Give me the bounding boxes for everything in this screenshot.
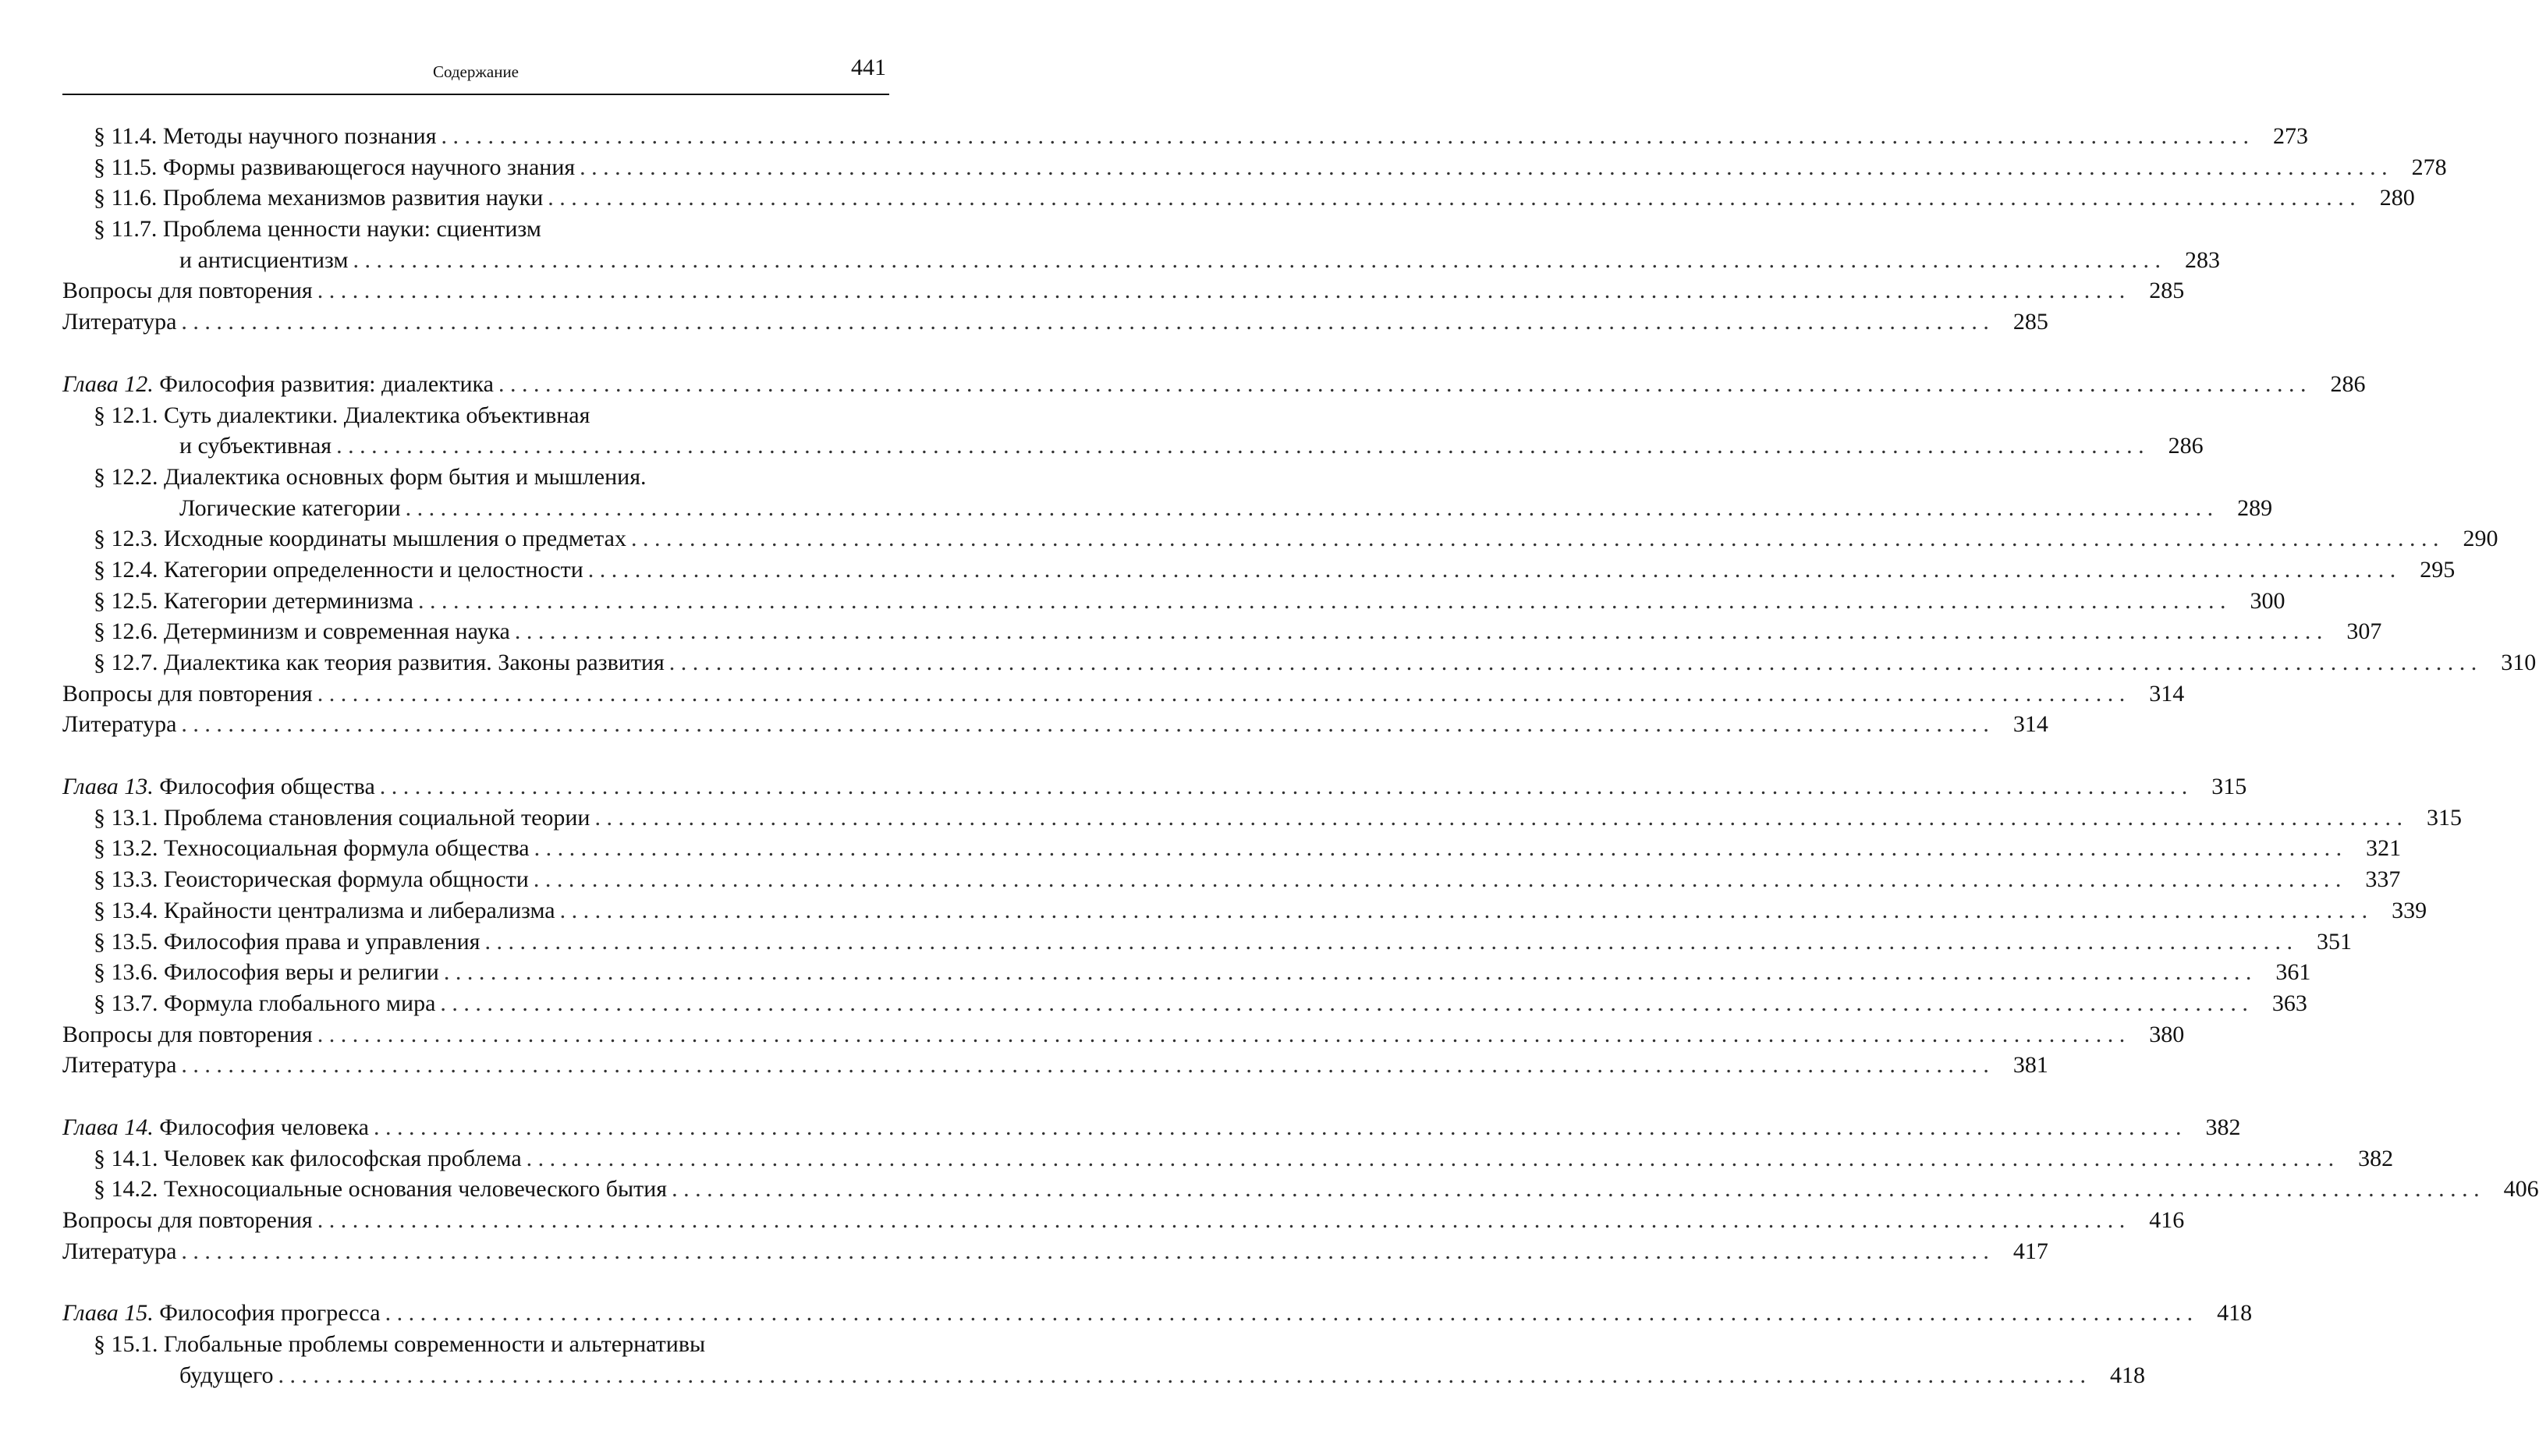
- dot-leader: [665, 647, 2482, 678]
- section-entry-text: [94, 988, 435, 1019]
- chapter-entry: [62, 1112, 2241, 1143]
- section-title: Крайности централизма и либерализма: [164, 897, 555, 923]
- section-entry-text: [94, 957, 439, 988]
- section-entry: [62, 523, 2498, 554]
- section-title: Суть диалектики. Диалектика объективная: [164, 402, 590, 428]
- section-title-continuation: Логические категории: [179, 494, 401, 521]
- review-questions-entry: [62, 678, 2185, 710]
- page-ref: 418: [2217, 1300, 2253, 1327]
- section-entry: [62, 802, 2462, 834]
- section-title: Техносоциальные основания человеческого бытия: [164, 1176, 668, 1203]
- section-entry-text: [94, 833, 530, 864]
- dot-leader: [332, 430, 2149, 462]
- section-title: Категории определенности и целостности: [164, 556, 583, 583]
- section-entry: [62, 152, 2447, 183]
- page-ref: 321: [2366, 835, 2402, 862]
- section-entry-text: [94, 647, 665, 678]
- section-entry-text: [94, 152, 575, 183]
- section-entry: [62, 586, 2285, 617]
- section-title: Категории детерминизма: [164, 587, 413, 614]
- page-ref: 295: [2420, 556, 2456, 583]
- review-questions-entry: [62, 1205, 2185, 1236]
- chapter-title: Философия прогресса: [159, 1300, 381, 1327]
- literature-entry-text: [62, 1050, 176, 1081]
- review-questions-label: Вопросы для повторения: [62, 1021, 313, 1047]
- section-entry-line1: [62, 462, 889, 493]
- section-prefix: § 14.2.: [94, 1176, 158, 1203]
- section-entry: [62, 121, 2308, 152]
- section-prefix: § 12.2.: [94, 463, 158, 490]
- chapter-entry: [62, 369, 2366, 400]
- section-title: Техносоциальная формула общества: [164, 835, 530, 862]
- page-ref: 337: [2365, 866, 2401, 893]
- section-entry-text: [94, 1174, 667, 1205]
- section-prefix: § 13.5.: [94, 928, 158, 955]
- section-gap: [62, 740, 889, 771]
- review-questions-label: Вопросы для повторения: [62, 1207, 313, 1233]
- section-prefix: § 11.4.: [94, 123, 158, 149]
- dot-leader: [369, 1112, 2186, 1143]
- section-entry-line1: [62, 1329, 889, 1360]
- page-ref: 418: [2109, 1362, 2145, 1388]
- section-entry-line1: [62, 214, 889, 245]
- page-ref: 273: [2273, 123, 2308, 149]
- dot-leader: [522, 1143, 2339, 1174]
- section-entry-continuation: [62, 430, 2204, 462]
- section-entry-continuation: [62, 1360, 2145, 1391]
- dot-leader: [529, 864, 2346, 895]
- page-ref: 300: [2250, 587, 2285, 614]
- section-prefix: § 11.7.: [94, 216, 158, 243]
- section-title: Проблема ценности науки: сциентизм: [162, 216, 541, 243]
- review-questions-entry: [62, 1019, 2185, 1050]
- page-ref: 351: [2316, 928, 2352, 955]
- page-ref: 307: [2346, 618, 2382, 645]
- page-ref: 406: [2503, 1176, 2539, 1203]
- literature-label: Литература: [62, 711, 177, 738]
- dot-leader: [401, 493, 2218, 524]
- section-title-continuation: и антисциентизм: [179, 246, 349, 273]
- page-ref: 280: [2379, 185, 2415, 211]
- chapter-entry: [62, 1298, 2253, 1329]
- running-header-title: Содержание: [432, 62, 520, 81]
- chapter-title: Философия человека: [159, 1114, 369, 1140]
- section-entry-continuation-text: [179, 430, 332, 462]
- chapter-entry-text: [62, 771, 375, 802]
- section-prefix: § 12.1.: [94, 402, 158, 428]
- section-prefix: § 13.4.: [94, 897, 158, 923]
- section-entry-text: [94, 523, 626, 554]
- chapter-label: Глава 12.: [62, 370, 154, 397]
- review-questions-entry-text: [62, 678, 313, 710]
- dot-leader: [176, 306, 1994, 338]
- dot-leader: [667, 1174, 2484, 1205]
- section-title: Формула глобального мира: [164, 990, 436, 1016]
- review-questions-label: Вопросы для повторения: [62, 680, 313, 707]
- dot-leader: [510, 616, 2328, 647]
- running-header: [62, 47, 889, 95]
- review-questions-label: Вопросы для повторения: [62, 278, 313, 304]
- dot-leader: [583, 554, 2401, 586]
- page-number: 441: [851, 55, 886, 80]
- section-entry: [62, 833, 2402, 864]
- section-entry-text: [94, 616, 510, 647]
- section-entry-continuation-text: [179, 493, 401, 524]
- section-entry: [62, 182, 2415, 214]
- section-title: Философия права и управления: [164, 928, 480, 955]
- page-ref: 286: [2168, 433, 2204, 459]
- section-prefix: § 13.6.: [94, 959, 158, 986]
- dot-leader: [626, 523, 2444, 554]
- dot-leader: [381, 1298, 2198, 1329]
- chapter-entry: [62, 771, 2247, 802]
- literature-entry: [62, 709, 2048, 740]
- section-prefix: § 12.7.: [94, 650, 158, 675]
- dot-leader: [348, 245, 2165, 276]
- section-entry-continuation: [62, 245, 2220, 276]
- chapter-entry-text: [62, 1112, 369, 1143]
- chapter-entry-text: [62, 369, 494, 400]
- page-ref: 363: [2271, 990, 2307, 1016]
- dot-leader: [413, 586, 2231, 617]
- literature-entry: [62, 306, 2048, 338]
- section-entry-text: [94, 554, 583, 586]
- page-ref: 315: [2427, 804, 2462, 831]
- section-prefix: § 12.3.: [94, 526, 158, 552]
- page-ref: 310: [2501, 650, 2537, 675]
- section-title: Глобальные проблемы современности и альтернативы: [164, 1331, 706, 1358]
- dot-leader: [437, 121, 2254, 152]
- section-prefix: § 14.1.: [94, 1145, 158, 1171]
- page-ref: 339: [2392, 897, 2427, 923]
- page-ref: 314: [2012, 711, 2048, 738]
- toc-page: [62, 47, 2539, 1419]
- section-entry-text: [94, 121, 437, 152]
- literature-label: Литература: [62, 1052, 177, 1079]
- section-entry: [62, 616, 2382, 647]
- section-prefix: § 13.1.: [94, 804, 158, 831]
- section-title: Формы развивающегося научного знания: [162, 154, 576, 180]
- section-prefix: § 12.6.: [94, 618, 158, 645]
- section-entry-continuation-text: [179, 245, 348, 276]
- section-entry-continuation: [62, 493, 2273, 524]
- chapter-title: Философия развития: диалектика: [159, 370, 494, 397]
- dot-leader: [313, 678, 2130, 710]
- section-entry-text: [94, 586, 413, 617]
- page-ref: 278: [2411, 154, 2447, 180]
- dot-leader: [530, 833, 2347, 864]
- section-entry: [62, 1174, 2539, 1205]
- page-ref: 290: [2463, 526, 2498, 552]
- literature-entry-text: [62, 1236, 176, 1267]
- section-entry-line1: [62, 400, 889, 431]
- dot-leader: [439, 957, 2257, 988]
- page-ref: 417: [2012, 1238, 2048, 1264]
- section-title: Философия веры и религии: [164, 959, 439, 986]
- section-prefix: § 12.4.: [94, 556, 158, 583]
- review-questions-entry-text: [62, 275, 313, 306]
- section-title: Человек как философская проблема: [164, 1145, 522, 1171]
- section-title: Диалектика основных форм бытия и мышления.: [164, 463, 647, 490]
- review-questions-entry-text: [62, 1019, 313, 1050]
- chapter-label: Глава 15.: [62, 1300, 154, 1327]
- section-title: Диалектика как теория развития. Законы развития: [164, 650, 665, 675]
- dot-leader: [480, 926, 2297, 958]
- page-ref: 315: [2211, 774, 2247, 800]
- section-title: Детерминизм и современная наука: [164, 618, 510, 645]
- page-ref: 286: [2330, 370, 2366, 397]
- section-title-continuation: и субъективная: [179, 433, 332, 459]
- dot-leader: [555, 895, 2373, 926]
- section-title: Геоисторическая формула общности: [164, 866, 529, 893]
- page-ref: 380: [2149, 1021, 2185, 1047]
- section-entry-text: [94, 895, 555, 926]
- section-prefix: § 13.2.: [94, 835, 158, 862]
- section-gap: [62, 1081, 889, 1112]
- literature-entry-text: [62, 709, 176, 740]
- page-ref: 283: [2184, 246, 2220, 273]
- table-of-contents: [62, 121, 2539, 1390]
- section-entry: [62, 988, 2307, 1019]
- section-entry: [62, 1143, 2394, 1174]
- dot-leader: [494, 369, 2311, 400]
- section-title: Методы научного познания: [162, 123, 437, 149]
- dot-leader: [575, 152, 2392, 183]
- section-title-continuation: будущего: [179, 1362, 274, 1388]
- section-title: Исходные координаты мышления о предметах: [164, 526, 626, 552]
- section-prefix: § 13.7.: [94, 990, 158, 1016]
- section-entry-text: [94, 864, 529, 895]
- page-ref: 382: [2358, 1145, 2394, 1171]
- page-ref: 416: [2149, 1207, 2185, 1233]
- section-prefix: § 15.1.: [94, 1331, 158, 1358]
- dot-leader: [435, 988, 2253, 1019]
- page-ref: 361: [2275, 959, 2311, 986]
- section-entry: [62, 895, 2427, 926]
- page-ref: 285: [2012, 309, 2048, 335]
- dot-leader: [176, 1050, 1994, 1081]
- chapter-entry-text: [62, 1298, 381, 1329]
- dot-leader: [543, 182, 2360, 214]
- chapter-label: Глава 14.: [62, 1114, 154, 1140]
- review-questions-entry-text: [62, 1205, 313, 1236]
- section-gap: [62, 338, 889, 369]
- section-prefix: § 11.6.: [94, 185, 158, 211]
- dot-leader: [590, 802, 2408, 834]
- page-ref: 381: [2012, 1052, 2048, 1079]
- section-entry: [62, 926, 2352, 958]
- section-entry-text: [94, 182, 543, 214]
- section-entry-text: [94, 802, 590, 834]
- section-entry-text: [94, 926, 480, 958]
- page-ref: 289: [2237, 494, 2273, 521]
- section-gap: [62, 1266, 889, 1298]
- dot-leader: [313, 1019, 2130, 1050]
- section-entry: [62, 647, 2537, 678]
- dot-leader: [313, 275, 2130, 306]
- literature-label: Литература: [62, 1238, 177, 1264]
- dot-leader: [375, 771, 2193, 802]
- literature-entry: [62, 1050, 2048, 1081]
- literature-label: Литература: [62, 309, 177, 335]
- section-entry-continuation-text: [179, 1360, 273, 1391]
- section-prefix: § 13.3.: [94, 866, 158, 893]
- dot-leader: [176, 1236, 1994, 1267]
- section-prefix: § 12.5.: [94, 587, 158, 614]
- chapter-label: Глава 13.: [62, 774, 154, 800]
- section-entry-text: [94, 1143, 522, 1174]
- literature-entry-text: [62, 306, 176, 338]
- chapter-title: Философия общества: [159, 774, 375, 800]
- dot-leader: [176, 709, 1994, 740]
- section-entry: [62, 864, 2401, 895]
- page-ref: 285: [2149, 278, 2185, 304]
- section-entry: [62, 554, 2456, 586]
- section-title: Проблема механизмов развития науки: [162, 185, 544, 211]
- section-prefix: § 11.5.: [94, 154, 158, 180]
- page-ref: 314: [2149, 680, 2185, 707]
- page-ref: 382: [2205, 1114, 2241, 1140]
- section-title: Проблема становления социальной теории: [164, 804, 590, 831]
- literature-entry: [62, 1236, 2048, 1267]
- section-entry: [62, 957, 2311, 988]
- review-questions-entry: [62, 275, 2185, 306]
- dot-leader: [313, 1205, 2130, 1236]
- dot-leader: [273, 1360, 2090, 1391]
